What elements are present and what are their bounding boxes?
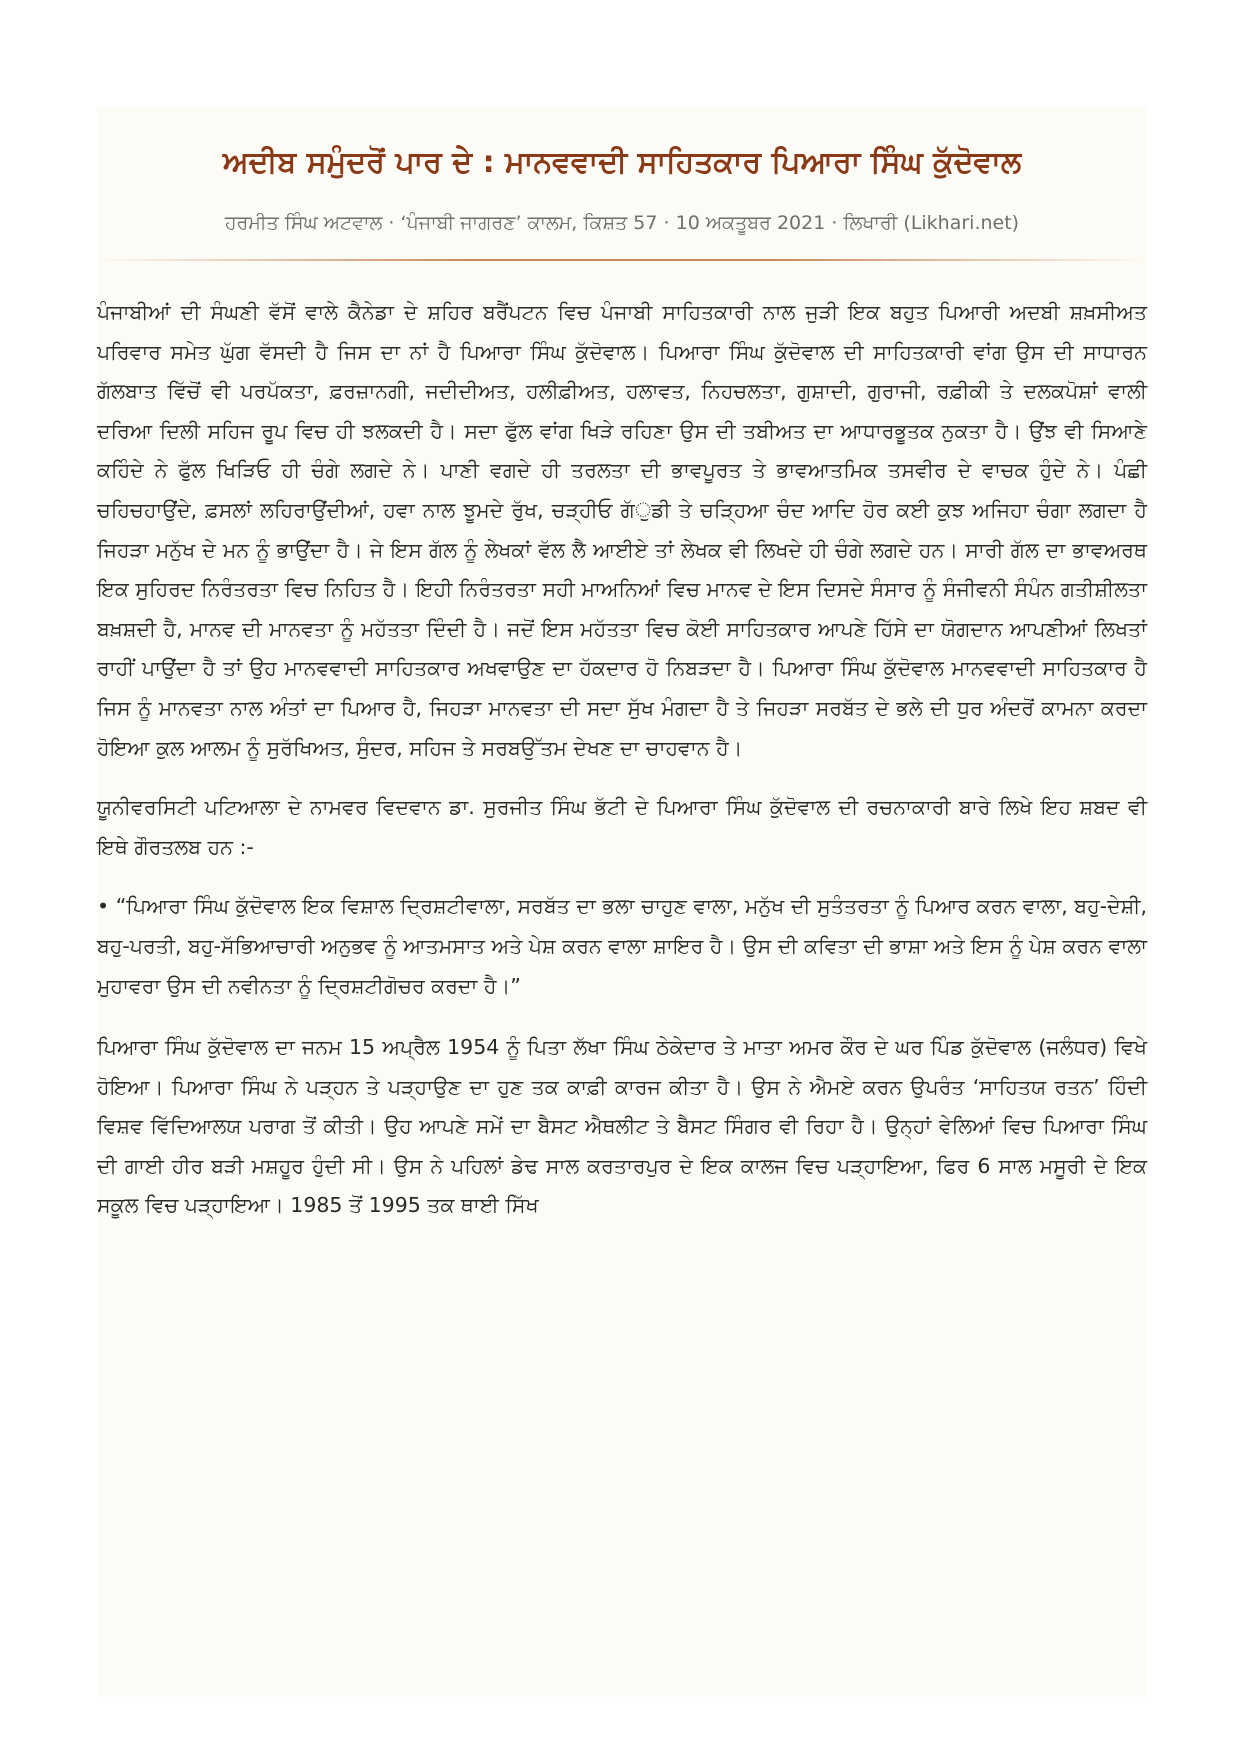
quote-text: “ਪਿਆਰਾ ਸਿੰਘ ਕੁੱਦੋਵਾਲ ਇਕ ਵਿਸ਼ਾਲ ਦ੍ਰਿਸ਼ਟੀਵਾਲਾ, ਸਰਬੱਤ ਦਾ ਭਲਾ ਚਾਹੁਣ ਵਾਲਾ, ਮਨੁੱਖ ਦੀ ਸੁਤੰਤਰਤਾ ਨੂੰ ਪਿਆਰ ਕਰਨ ਵਾਲਾ, ਬਹੁ-ਦੇਸ਼ੀ, ਬਹੁ-ਪਰਤੀ, ਬਹੁ-ਸੱਭਿਆਚਾਰੀ ਅਨੁਭਵ ਨੂੰ ਆਤਮਸਾਤ ਅਤੇ ਪੇਸ਼ ਕਰਨ ਵਾਲਾ ਸ਼ਾਇਰ ਹੈ। ਉਸ ਦੀ ਕਵਿਤਾ ਦੀ ਭਾਸ਼ਾ ਅਤੇ ਇਸ ਨੂੰ ਪੇਸ਼ ਕਰਨ ਵਾਲਾ ਮੁਹਾਵਰਾ ਉਸ ਦੀ ਨਵੀਨਤਾ ਨੂੰ ਦ੍ਰਿਸ਼ਟੀਗੋਚਰ ਕਰਦਾ ਹੈ।” — [97, 894, 1147, 998]
paragraph-intro: ਪੰਜਾਬੀਆਂ ਦੀ ਸੰਘਣੀ ਵੱਸੋਂ ਵਾਲੇ ਕੈਨੇਡਾ ਦੇ ਸ਼ਹਿਰ ਬਰੈਂਪਟਨ ਵਿਚ ਪੰਜਾਬੀ ਸਾਹਿਤਕਾਰੀ ਨਾਲ ਜੁੜੀ ਇਕ ਬਹੁਤ ਪਿਆਰੀ ਅਦਬੀ ਸ਼ਖ਼ਸੀਅਤ ਪਰਿਵਾਰ ਸਮੇਤ ਘੁੱਗ ਵੱਸਦੀ ਹੈ ਜਿਸ ਦਾ ਨਾਂ ਹੈ ਪਿਆਰਾ ਸਿੰਘ ਕੁੱਦੋਵਾਲ। ਪਿਆਰਾ ਸਿੰਘ ਕੁੱਦੋਵਾਲ ਦੀ ਸਾਹਿਤਕਾਰੀ ਵਾਂਗ ਉਸ ਦੀ ਸਾਧਾਰਨ ਗੱਲਬਾਤ ਵਿੱਚੋਂ ਵੀ ਪਰਪੱਕਤਾ, ਫ਼ਰਜ਼ਾਨਗੀ, ਜਦੀਦੀਅਤ, ਹਲੀਫ਼ੀਅਤ, ਹਲਾਵਤ, ਨਿਹਚਲਤਾ, ਗੁਸ਼ਾਦੀ, ਗੁਰਾਜੀ, ਰਫ਼ੀਕੀ ਤੇ ਦਲਕਪੋਸ਼ਾਂ ਵਾਲੀ ਦਰਿਆ ਦਿਲੀ ਸਹਿਜ ਰੂਪ ਵਿਚ ਹੀ ਝਲਕਦੀ ਹੈ। ਸਦਾ ਫੁੱਲ ਵਾਂਗ ਖਿੜੇ ਰਹਿਣਾ ਉਸ ਦੀ ਤਬੀਅਤ ਦਾ ਆਧਾਰਭੂਤਕ ਨੁਕਤਾ ਹੈ। ਉਂਝ ਵੀ ਸਿਆਣੇ ਕਹਿੰਦੇ ਨੇ ਫੁੱਲ ਖਿੜਿਓ ਹੀ ਚੰਗੇ ਲਗਦੇ ਨੇ। ਪਾਣੀ ਵਗਦੇ ਹੀ ਤਰਲਤਾ ਦੀ ਭਾਵਪੂਰਤ ਤੇ ਭਾਵਆਤਮਿਕ ਤਸਵੀਰ ਦੇ ਵਾਚਕ ਹੁੰਦੇ ਨੇ। ਪੰਛੀ ਚਹਿਚਹਾਉਂਦੇ, ਫ਼ਸਲਾਂ ਲਹਿਰਾਉਂਦੀਆਂ, ਹਵਾ ਨਾਲ ਝੂਮਦੇ ਰੁੱਖ, ਚੜ੍ਹੀਓ ਗੱੁਡੀ ਤੇ ਚੜ੍ਹਿਆ ਚੰਦ ਆਦਿ ਹੋਰ ਕਈ ਕੁਝ ਅਜਿਹਾ ਚੰਗਾ ਲਗਦਾ ਹੈ ਜਿਹੜਾ ਮਨੁੱਖ ਦੇ ਮਨ ਨੂੰ ਭਾਉਂਦਾ ਹੈ। ਜੇ ਇਸ ਗੱਲ ਨੂੰ ਲੇਖਕਾਂ ਵੱਲ ਲੈ ਆਈਏ ਤਾਂ ਲੇਖਕ ਵੀ ਲਿਖਦੇ ਹੀ ਚੰਗੇ ਲਗਦੇ ਹਨ। ਸਾਰੀ ਗੱਲ ਦਾ ਭਾਵਅਰਥ ਇਕ ਸੁਹਿਰਦ ਨਿਰੰਤਰਤਾ ਵਿਚ ਨਿਹਿਤ ਹੈ। ਇਹੀ ਨਿਰੰਤਰਤਾ ਸਹੀ ਮਾਅਨਿਆਂ ਵਿਚ ਮਾਨਵ ਦੇ ਇਸ ਦਿਸਦੇ ਸੰਸਾਰ ਨੂੰ ਸੰਜੀਵਨੀ ਸੰਪੰਨ ਗਤੀਸ਼ੀਲਤਾ ਬਖ਼ਸ਼ਦੀ ਹੈ, ਮਾਨਵ ਦੀ ਮਾਨਵਤਾ ਨੂੰ ਮਹੱਤਤਾ ਦਿੰਦੀ ਹੈ। ਜਦੋਂ ਇਸ ਮਹੱਤਤਾ ਵਿਚ ਕੋਈ ਸਾਹਿਤਕਾਰ ਆਪਣੇ ਹਿੱਸੇ ਦਾ ਯੋਗਦਾਨ ਆਪਣੀਆਂ ਲਿਖਤਾਂ ਰਾਹੀਂ ਪਾਉਂਦਾ ਹੈ ਤਾਂ ਉਹ ਮਾਨਵਵਾਦੀ ਸਾਹਿਤਕਾਰ ਅਖਵਾਉਣ ਦਾ ਹੱਕਦਾਰ ਹੋ ਨਿਬੜਦਾ ਹੈ। ਪਿਆਰਾ ਸਿੰਘ ਕੁੱਦੋਵਾਲ ਮਾਨਵਵਾਦੀ ਸਾਹਿਤਕਾਰ ਹੈ ਜਿਸ ਨੂੰ ਮਾਨਵਤਾ ਨਾਲ ਅੰਤਾਂ ਦਾ ਪਿਆਰ ਹੈ, ਜਿਹੜਾ ਮਾਨਵਤਾ ਦੀ ਸਦਾ ਸੁੱਖ ਮੰਗਦਾ ਹੈ ਤੇ ਜਿਹੜਾ ਸਰਬੱਤ ਦੇ ਭਲੇ ਦੀ ਧੁਰ ਅੰਦਰੋਂ ਕਾਮਨਾ ਕਰਦਾ ਹੋਇਆ ਕੁਲ ਆਲਮ ਨੂੰ ਸੁਰੱਖਿਅਤ, ਸੁੰਦਰ, ਸਹਿਜ ਤੇ ਸਰਬਉੱਤਮ ਦੇਖਣ ਦਾ ਚਾਹਵਾਨ ਹੈ। — [97, 300, 1147, 760]
article-title: ਅਦੀਬ ਸਮੁੰਦਰੋਂ ਪਾਰ ਦੇ : ਮਾਨਵਵਾਦੀ ਸਾਹਿਤਕਾਰ ਪਿਆਰਾ ਸਿੰਘ ਕੁੱਦੋਵਾਲ — [222, 145, 1022, 180]
article-byline: ਹਰਮੀਤ ਸਿੰਘ ਅਟਵਾਲ · ‘ਪੰਜਾਬੀ ਜਾਗਰਣ’ ਕਾਲਮ, ਕਿਸ਼ਤ 57 · 10 ਅਕਤੂਬਰ 2021 · ਲਿਖਾਰੀ (Likhari.net) — [224, 212, 1020, 234]
bullet-marker: • — [97, 894, 110, 919]
paragraph-biography: ਪਿਆਰਾ ਸਿੰਘ ਕੁੱਦੋਵਾਲ ਦਾ ਜਨਮ 15 ਅਪ੍ਰੈਲ 1954 ਨੂੰ ਪਿਤਾ ਲੱਖਾ ਸਿੰਘ ਠੇਕੇਦਾਰ ਤੇ ਮਾਤਾ ਅਮਰ ਕੌਰ ਦੇ ਘਰ ਪਿੰਡ ਕੁੱਦੋਵਾਲ (ਜਲੰਧਰ) ਵਿਖੇ ਹੋਇਆ। ਪਿਆਰਾ ਸਿੰਘ ਨੇ ਪੜ੍ਹਨ ਤੇ ਪੜ੍ਹਾਉਣ ਦਾ ਹੁਣ ਤਕ ਕਾਫ਼ੀ ਕਾਰਜ ਕੀਤਾ ਹੈ। ਉਸ ਨੇ ਐਮਏ ਕਰਨ ਉਪਰੰਤ ‘ਸਾਹਿਤਯ ਰਤਨ’ ਹਿੰਦੀ ਵਿਸ਼ਵ ਵਿੱਦਿਆਲਯ ਪਰਾਗ ਤੋਂ ਕੀਤੀ। ਉਹ ਆਪਣੇ ਸਮੇਂ ਦਾ ਬੈਸਟ ਐਥਲੀਟ ਤੇ ਬੈਸਟ ਸਿੰਗਰ ਵੀ ਰਿਹਾ ਹੈ। ਉਨ੍ਹਾਂ ਵੇਲਿਆਂ ਵਿਚ ਪਿਆਰਾ ਸਿੰਘ ਦੀ ਗਾਈ ਹੀਰ ਬੜੀ ਮਸ਼ਹੂਰ ਹੁੰਦੀ ਸੀ। ਉਸ ਨੇ ਪਹਿਲਾਂ ਡੇਢ ਸਾਲ ਕਰਤਾਰਪੁਰ ਦੇ ਇਕ ਕਾਲਜ ਵਿਚ ਪੜ੍ਹਾਇਆ, ਫਿਰ 6 ਸਾਲ ਮਸੂਰੀ ਦੇ ਇਕ ਸਕੂਲ ਵਿਚ ਪੜ੍ਹਾਇਆ। 1985 ਤੋਂ 1995 ਤਕ ਥਾਈ ਸਿੱਖ — [97, 1035, 1147, 1218]
article-body — [97, 261, 1147, 1226]
paragraph-citation-intro: ਯੂਨੀਵਰਸਿਟੀ ਪਟਿਆਲਾ ਦੇ ਨਾਮਵਰ ਵਿਦਵਾਨ ਡਾ. ਸੁਰਜੀਤ ਸਿੰਘ ਭੱਟੀ ਦੇ ਪਿਆਰਾ ਸਿੰਘ ਕੁੱਦੋਵਾਲ ਦੀ ਰਚਨਾਕਾਰੀ ਬਾਰੇ ਲਿਖੇ ਇਹ ਸ਼ਬਦ ਵੀ ਇਥੇ ਗੌਰਤਲਬ ਹਨ :- — [97, 795, 1147, 859]
article-header — [97, 107, 1147, 261]
quote-block — [97, 887, 1147, 1006]
article-page — [97, 107, 1147, 1697]
